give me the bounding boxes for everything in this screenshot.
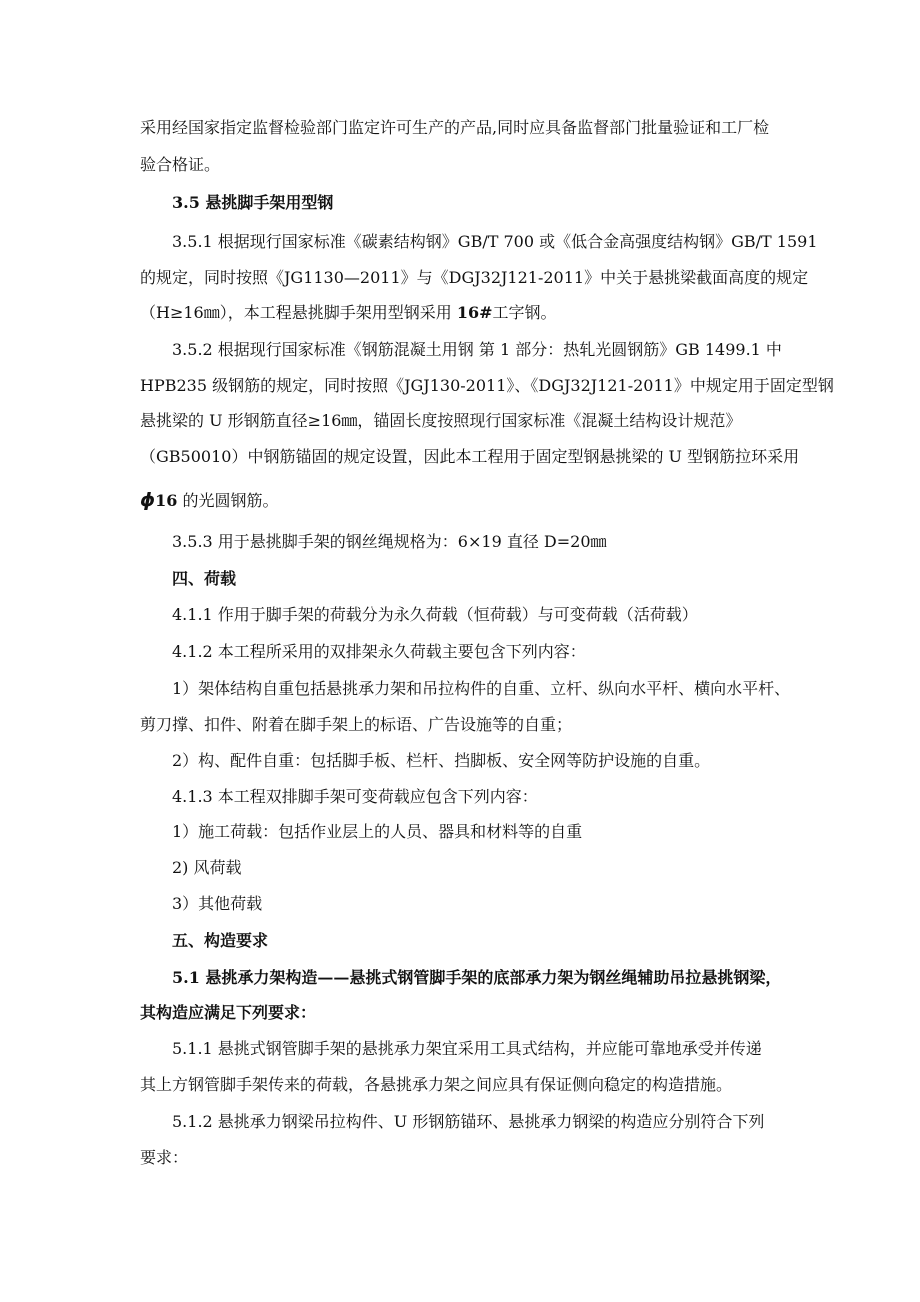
- paragraph-line: 5.1 悬挑承力架构造——悬挑式钢管脚手架的底部承力架为钢丝绳辅助吊拉悬挑钢梁，: [172, 968, 782, 987]
- paragraph-line: 2) 风荷载: [172, 858, 242, 877]
- paragraph-line: 2）构、配件自重：包括脚手板、栏杆、挡脚板、安全网等防护设施的自重。: [172, 751, 711, 770]
- paragraph-line: 4.1.2 本工程所采用的双排架永久荷载主要包含下列内容：: [172, 642, 586, 661]
- bold-text-run: 16: [155, 491, 178, 510]
- paragraph-line: 3.5.1 根据现行国家标准《碳素结构钢》GB/T 700 或《低合金高强度结构钢》GB/T 1591: [172, 232, 818, 251]
- section-heading-5: 五、构造要求: [172, 931, 269, 950]
- paragraph-line: 4.1.1 作用于脚手架的荷载分为永久荷载（恒荷载）与可变荷载（活荷载）: [172, 605, 698, 624]
- paragraph-line: 3.5.2 根据现行国家标准《钢筋混凝土用钢 第 1 部分：热轧光圆钢筋》GB 1499.1 中: [172, 340, 782, 359]
- paragraph-line: [140, 303, 557, 323]
- section-heading-3-5: 3.5 悬挑脚手架用型钢: [172, 193, 334, 212]
- paragraph-line: 采用经国家指定监督检验部门监定许可生产的产品,同时应具备监督部门批量验证和工厂检: [140, 118, 770, 137]
- paragraph-line: 的规定，同时按照《JG1130—2011》与《DGJ32J121-2011》中关于悬挑梁截面高度的规定: [140, 268, 809, 287]
- paragraph-line: （GB50010）中钢筋锚固的规定设置，因此本工程用于固定型钢悬挑梁的 U 型钢筋拉环采用: [140, 447, 800, 466]
- paragraph-line: 5.1.2 悬挑承力钢梁吊拉构件、U 形钢筋锚环、悬挑承力钢梁的构造应分别符合下列: [172, 1112, 765, 1131]
- paragraph-line: 1）架体结构自重包括悬挑承力架和吊拉构件的自重、立杆、纵向水平杆、横向水平杆、: [172, 679, 791, 698]
- paragraph-line: 5.1.1 悬挑式钢管脚手架的悬挑承力架宜采用工具式结构，并应能可靠地承受并传递: [172, 1039, 762, 1058]
- paragraph-line: 要求：: [140, 1148, 189, 1167]
- paragraph-line: 1）施工荷载：包括作业层上的人员、器具和材料等的自重: [172, 822, 583, 841]
- paragraph-line: 3.5.3 用于悬挑脚手架的钢丝绳规格为：6×19 直径 D=20㎜: [172, 532, 607, 551]
- paragraph-line: 其构造应满足下列要求：: [140, 1003, 317, 1022]
- text-run: 的光圆钢筋。: [177, 491, 279, 510]
- paragraph-line: HPB235 级钢筋的规定，同时按照《JGJ130-2011》、《DGJ32J121-2011》中规定用于固定型钢: [140, 376, 834, 395]
- paragraph-line: 剪刀撑、扣件、附着在脚手架上的标语、广告设施等的自重；: [140, 715, 573, 734]
- paragraph-line: 4.1.3 本工程双排脚手架可变荷载应包含下列内容：: [172, 787, 538, 806]
- text-run: （H≥16㎜），本工程悬挑脚手架用型钢采用: [140, 303, 457, 322]
- diameter-symbol: ϕ: [140, 489, 156, 511]
- paragraph-line: [140, 490, 279, 511]
- bold-text-run: 16#: [456, 303, 493, 322]
- paragraph-line: 悬挑梁的 U 形钢筋直径≥16㎜，锚固长度按照现行国家标准《混凝土结构设计规范》: [140, 411, 742, 430]
- paragraph-line: 验合格证。: [140, 155, 221, 174]
- text-run: 工字钢。: [492, 303, 557, 322]
- section-heading-4: 四、荷载: [172, 569, 237, 588]
- paragraph-line: 其上方钢管脚手架传来的荷载，各悬挑承力架之间应具有保证侧向稳定的构造措施。: [140, 1075, 733, 1094]
- paragraph-line: 3）其他荷载: [172, 894, 263, 913]
